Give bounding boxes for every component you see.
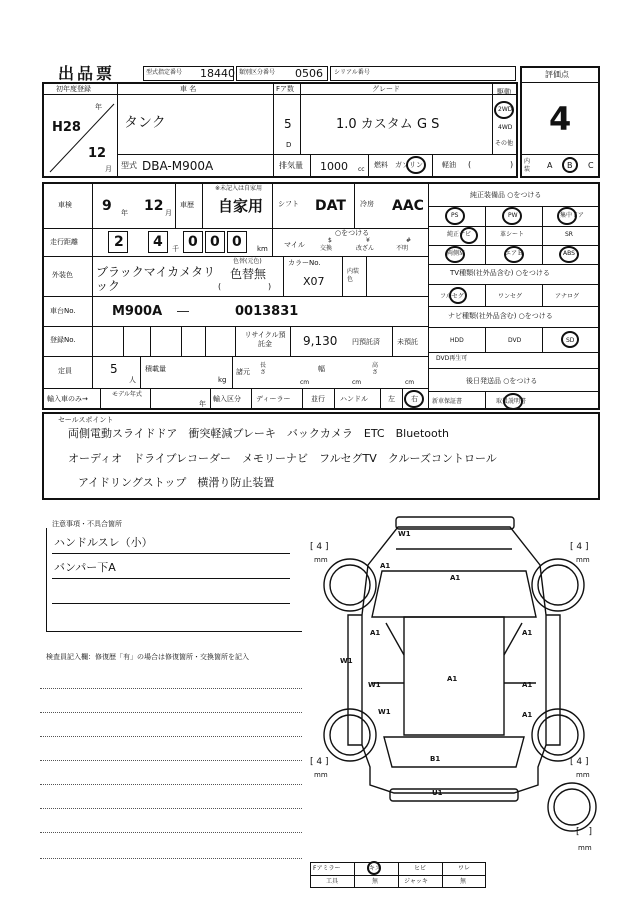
interior-grade-b: B	[567, 161, 573, 170]
mark-door-left-rear: W1	[368, 681, 381, 689]
load-unit: kg	[218, 376, 227, 384]
shaken-year-unit: 年	[121, 209, 128, 217]
recycle-deposited: 円預託済	[352, 338, 380, 346]
km-unit: km	[257, 245, 268, 253]
mark-side-left-2: W1	[378, 708, 391, 716]
notes-label: 注意事項・不具合箇所	[52, 520, 122, 528]
equip-pw-circle	[502, 207, 522, 225]
tv-fullseg: フルセグ	[440, 293, 464, 300]
import-only-label: 輸入車のみ→	[47, 395, 88, 403]
mark-yen: ¥	[366, 237, 370, 244]
model-value: DBA-M900A	[142, 159, 214, 173]
interior-grade-a: A	[547, 161, 553, 170]
date-slash	[44, 96, 116, 176]
handle-right: 右	[411, 395, 418, 403]
page-title: 出品票	[58, 64, 116, 83]
chassis-label: 車台No.	[50, 307, 76, 315]
month-unit: 月	[105, 165, 112, 173]
equip-pw: PW	[508, 212, 518, 219]
tv-title: TV種類(社外品含む) ○をつける	[450, 269, 550, 277]
interior-grade-c: C	[588, 161, 594, 170]
capacity-value: 5	[110, 362, 118, 376]
mark-hood: A1	[450, 574, 461, 582]
mirror-crack: ヒビ	[414, 865, 427, 872]
note-line-2: バンパー下A	[54, 561, 116, 574]
drive-label: 駆動	[497, 88, 511, 96]
drive-4wd: 4WD	[498, 124, 513, 131]
mark-front-top: W1	[398, 530, 411, 538]
mark-rear-hatch: B1	[430, 755, 441, 763]
mileage-mile: マイル	[284, 241, 305, 249]
equip-navi: 純正ナビ	[447, 231, 472, 238]
dimensions-label: 諸元	[236, 368, 250, 376]
drive-2wd: 2WD	[498, 106, 513, 113]
equip-central-lock: 集中ドア	[560, 212, 584, 219]
mileage-digit-2: 4	[153, 234, 163, 250]
navi-sd-circle	[561, 331, 579, 348]
equip-dual-sliding-circle	[445, 246, 465, 263]
length-cm: cm	[300, 379, 310, 386]
chassis-dash: ―	[177, 304, 189, 318]
year-unit: 年	[95, 103, 102, 111]
equipment-title: 純正装備品 ○をつける	[470, 191, 542, 199]
tire-unit-spare: mm	[578, 844, 592, 852]
mirror-scratch: キズ	[369, 865, 381, 872]
navi-title: ナビ種類(社外品含む) ○をつける	[448, 312, 553, 320]
fuel-gasoline: ガソリン	[395, 161, 423, 169]
navi-sd: SD	[566, 337, 575, 344]
tire-unit-fl: mm	[314, 556, 328, 564]
width-cm: cm	[352, 379, 362, 386]
first-reg-month: 12	[88, 146, 107, 161]
tire-depth-rl: 4	[316, 757, 323, 767]
shaken-month: 12	[144, 198, 164, 214]
interior-label: 内装	[524, 158, 531, 173]
mark-rear-corner: A1	[522, 711, 533, 719]
mileage-circle-label: ○をつける	[335, 229, 370, 237]
ac-label: 冷房	[360, 200, 374, 208]
mileage-digit-3: 0	[188, 234, 198, 250]
navi-hdd: HDD	[450, 337, 464, 344]
sales-points-label: セールスポイント	[58, 416, 114, 424]
category-number: 0506	[295, 67, 323, 80]
navi-dvd: DVD	[508, 337, 522, 344]
mileage-tamper: 改ざん	[356, 245, 375, 252]
handle-left: 左	[388, 395, 395, 403]
equip-leather: 革シート	[500, 231, 525, 238]
displacement-label: 排気量	[279, 161, 303, 170]
jack-value: 無	[460, 878, 467, 885]
equip-airbag: エアＢ	[505, 250, 524, 257]
mileage-unknown: 不明	[396, 245, 409, 252]
mileage-digit-4: 0	[210, 234, 220, 250]
import-dealer: ディーラー	[256, 395, 291, 403]
model-year-unit: 年	[199, 400, 206, 408]
height-cm: cm	[405, 379, 415, 386]
later-warranty: 新車保証書	[432, 398, 463, 405]
tire-unit-fr: mm	[576, 556, 590, 564]
tire-unit-rr: mm	[576, 771, 590, 779]
mark-roof: A1	[447, 675, 458, 683]
handle-label: ハンドル	[340, 395, 368, 403]
tv-fullseg-circle	[449, 287, 467, 304]
color-label: 外装色	[52, 271, 73, 279]
doors-value: 5	[284, 117, 292, 131]
tire-depth-fr: 4	[576, 542, 583, 552]
equip-abs: ABS	[563, 250, 575, 257]
mileage-label: 走行距離	[50, 238, 78, 246]
sales-point-line-1: 両側電動スライドドア 衝突軽減ブレーキ バックカメラ ETC Bluetooth	[68, 427, 450, 440]
equip-dual-sliding: 両側Ｍ	[447, 250, 466, 257]
mark-hash: #	[406, 237, 412, 244]
mileage-digit-5: 0	[232, 234, 242, 250]
recycle-not-deposited: 未預託	[397, 338, 418, 346]
score-label: 評価点	[545, 70, 569, 79]
tools-label: 工具	[326, 878, 339, 885]
equip-abs-circle	[559, 246, 579, 263]
grade-value: 1.0 カスタム G S	[336, 117, 440, 132]
later-manual-circle	[503, 393, 523, 410]
sales-point-line-2: オーディオ ドライブレコーダー メモリーナビ フルセグTV クルーズコントロール	[68, 452, 497, 465]
mark-door-right-rear: A1	[522, 681, 533, 689]
usage-note: ※未記入は自家用	[215, 185, 263, 192]
fuel-label: 燃料	[374, 161, 388, 169]
later-title: 後日発送品 ○をつける	[466, 377, 538, 385]
recycle-label: リサイクル預託金	[244, 331, 286, 348]
color-change-label: 色替(元色)	[233, 258, 262, 265]
color-value: ブラックマイカメタリック	[96, 265, 216, 293]
score-value: 4	[549, 100, 572, 138]
height-label: 高さ	[372, 362, 379, 376]
grade-label: グレード	[372, 85, 400, 93]
door-suffix: D	[286, 141, 292, 149]
regno-label: 登録No.	[50, 336, 76, 344]
displacement-value: 1000	[320, 160, 348, 173]
light-oil-label: 軽油	[442, 161, 456, 169]
interior-color-label: 内装色	[347, 268, 360, 283]
interior-circle	[562, 157, 578, 173]
mark-rear-bumper: U1	[432, 789, 443, 797]
mileage-digit-1: 2	[114, 234, 124, 250]
import-class-label: 輸入区分	[213, 395, 241, 403]
load-label: 積載量	[145, 365, 166, 373]
mirror-break: ワレ	[458, 865, 471, 872]
mirror-scratch-circle	[367, 861, 381, 875]
capacity-unit: 人	[129, 376, 136, 384]
tire-unit-rl: mm	[314, 771, 328, 779]
mark-fender-right: A1	[522, 629, 533, 637]
equip-airbag-circle	[504, 246, 524, 263]
model-label: 型式	[121, 161, 137, 170]
mark-dollar: $	[328, 237, 332, 244]
mirror-label: Fアミラー	[313, 865, 341, 872]
car-diagram	[300, 505, 610, 865]
car-name-label: 車 名	[180, 85, 197, 93]
tools-value: 無	[372, 878, 379, 885]
import-parallel: 並行	[311, 395, 325, 403]
tv-oneseg: ワンセグ	[498, 293, 523, 300]
model-year-label: モデル年式	[112, 391, 142, 398]
sales-point-line-3: アイドリングストップ 横滑り防止装置	[78, 476, 275, 489]
tire-depth-fl: 4	[316, 542, 323, 552]
color-no-label: カラーNo.	[288, 259, 321, 267]
jack-label: ジャッキ	[404, 878, 428, 885]
shift-label: シフト	[278, 200, 299, 208]
first-reg-year: H28	[52, 120, 81, 135]
shaken-year: 9	[102, 198, 112, 214]
color-no-value: X07	[303, 275, 325, 288]
cc-unit: cc	[358, 166, 365, 173]
later-manual: 取扱説明書	[496, 398, 527, 405]
fuel-circle	[406, 156, 426, 174]
shaken-label: 車検	[58, 201, 72, 209]
chassis-number: 0013831	[235, 304, 299, 319]
model-cert-label: 型式指定番号	[146, 69, 183, 76]
length-label: 長さ	[260, 362, 267, 376]
doors-label: Fア数	[276, 85, 295, 93]
equip-central-lock-circle	[557, 207, 577, 225]
equip-ps-circle	[445, 207, 465, 225]
equip-navi-circle	[460, 227, 478, 244]
drive-2wd-circle	[494, 101, 514, 119]
tire-depth-rr: 4	[576, 757, 583, 767]
drive-other: その他	[495, 140, 514, 147]
ac-value: AAC	[392, 198, 424, 214]
equip-sunroof: SR	[565, 231, 573, 238]
mark-side-left: W1	[340, 657, 353, 665]
mark-door-left-front: A1	[370, 629, 381, 637]
mark-fender-left: A1	[380, 562, 391, 570]
dvd-play-label: DVD再生可	[436, 355, 468, 362]
width-label: 幅	[318, 365, 325, 373]
usage-label: 車歴	[180, 201, 194, 209]
chassis-model: M900A	[112, 304, 163, 319]
capacity-label: 定員	[58, 367, 72, 375]
mileage-exchange: 交換	[320, 245, 333, 252]
tv-analog: アナログ	[555, 293, 580, 300]
handle-circle	[404, 390, 424, 408]
serial-label: シリアル番号	[334, 69, 370, 76]
car-name: タンク	[124, 115, 166, 131]
first-reg-label: 初年度登録	[56, 85, 91, 93]
category-label: 類別区分番号	[239, 69, 276, 76]
model-cert-number: 18440	[200, 67, 235, 80]
note-line-1: ハンドルスレ（小）	[54, 536, 153, 549]
thousand-unit: 千	[172, 245, 179, 253]
inspector-label: 検査員記入欄：修復歴「有」の場合は修復箇所・交換箇所を記入	[46, 653, 249, 661]
shift-value: DAT	[315, 198, 346, 214]
color-change-value: 色替無	[230, 267, 267, 281]
usage-value: 自家用	[218, 197, 264, 215]
shaken-month-unit: 月	[165, 209, 172, 217]
recycle-value: 9,130	[303, 334, 338, 348]
equip-ps: PS	[451, 212, 459, 219]
